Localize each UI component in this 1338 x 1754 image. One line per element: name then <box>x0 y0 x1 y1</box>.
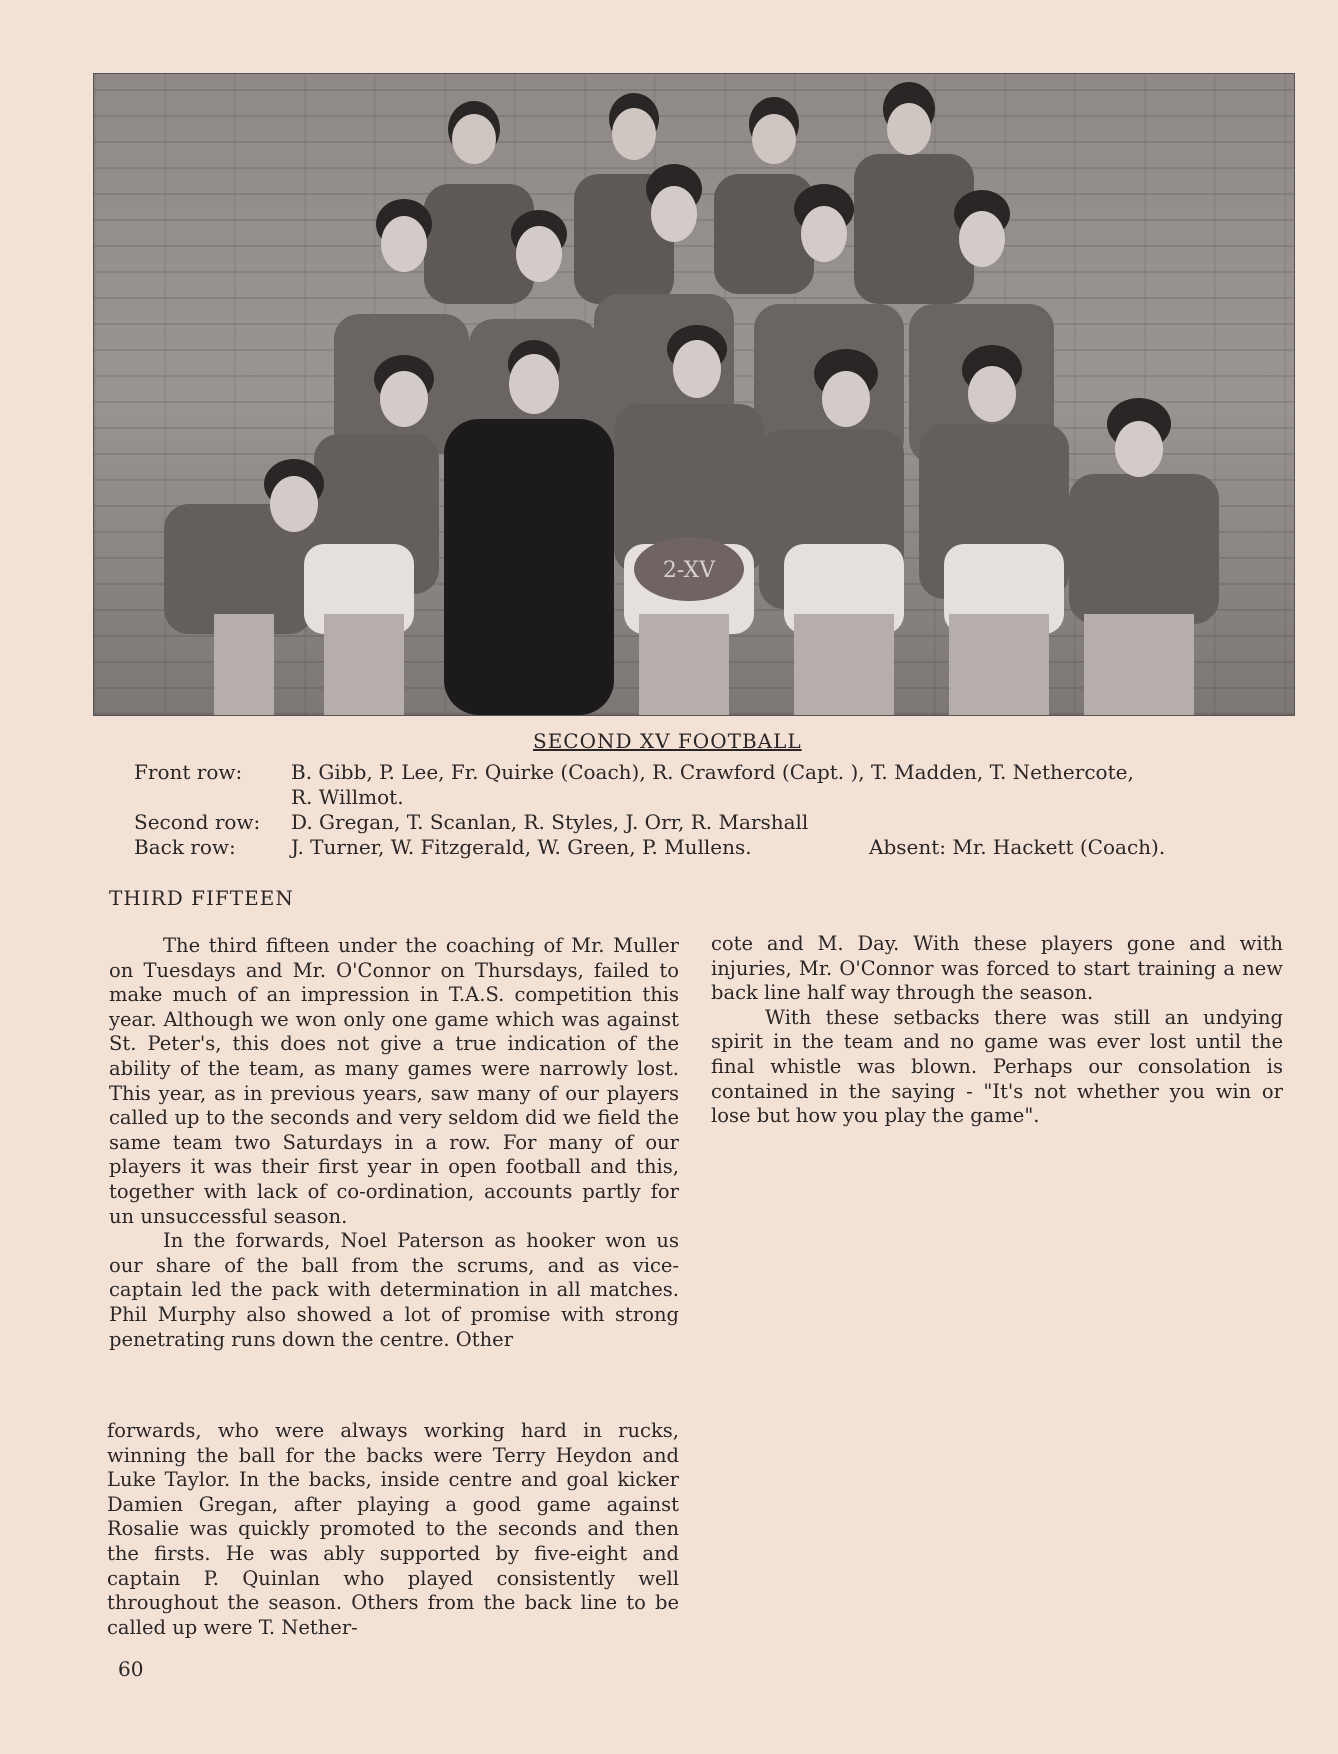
ball-label: 2-XV <box>662 558 716 583</box>
second-row-names: D. Gregan, T. Scanlan, R. Styles, J. Orr, R. Marshall <box>291 810 809 834</box>
front-row-label: Front row: <box>134 760 243 784</box>
front-row-names: B. Gibb, P. Lee, Fr. Quirke (Coach), R. Crawford (Capt. ), T. Madden, T. Nethercote, <box>291 760 1134 784</box>
left-column-top <box>109 934 679 1352</box>
section-title: THIRD FIFTEEN <box>109 886 294 910</box>
left-column-bottom <box>107 1419 679 1640</box>
paragraph: cote and M. Day. With these players gone and with injuries, Mr. O'Connor was forced to start training a new back line half way through the season. <box>711 932 1283 1005</box>
paragraph: In the forwards, Noel Paterson as hooker won us our share of the ball from the scrums, and as vice-captain led the pack with determination in all matches. Phil Murphy also showed a lot of promise with strong penetrating runs down the centre. Other <box>109 1229 679 1351</box>
caption-title: SECOND XV FOOTBALL <box>533 729 802 753</box>
team-photo <box>93 73 1295 716</box>
page-number: 60 <box>118 1657 144 1681</box>
team-photo-illustration <box>94 74 1294 715</box>
paragraph: With these setbacks there was still an undying spirit in the team and no game was ever lost until the final whistle was blown. Perhaps our consolation is contained in the saying - "It's not whether you win or lose but how you play the game". <box>711 1005 1283 1128</box>
absent-note: Absent: Mr. Hackett (Coach). <box>869 835 1166 859</box>
front-row-names-continued: R. Willmot. <box>291 785 404 809</box>
second-row-label: Second row: <box>134 810 261 834</box>
back-row-label: Back row: <box>134 835 236 859</box>
paragraph: forwards, who were always working hard in rucks, winning the ball for the backs were Terry Heydon and Luke Taylor. In the backs, inside centre and goal kicker Damien Gregan, after playing a good game against Rosalie was quickly promoted to the seconds and then the firsts. He was ably supported by five-eight and captain P. Quinlan who played consistently well throughout the season. Others from the back line to be called up were T. Nether- <box>107 1419 679 1639</box>
back-row-names: J. Turner, W. Fitzgerald, W. Green, P. Mullens. <box>291 835 752 859</box>
paragraph: The third fifteen under the coaching of Mr. Muller on Tuesdays and Mr. O'Connor on Thursdays, failed to make much of an impression in T.A.S. competition this year. Although we won only one game which was against St. Peter's, this does not give a true indication of the ability of the team, as many games were narrowly lost. This year, as in previous years, saw many of our players called up to the seconds and very seldom did we field the same team two Saturdays in a row. For many of our players it was their first year in open football and this, together with lack of co-ordination, accounts partly for un unsuccessful season. <box>109 934 679 1228</box>
right-column <box>711 932 1283 1129</box>
